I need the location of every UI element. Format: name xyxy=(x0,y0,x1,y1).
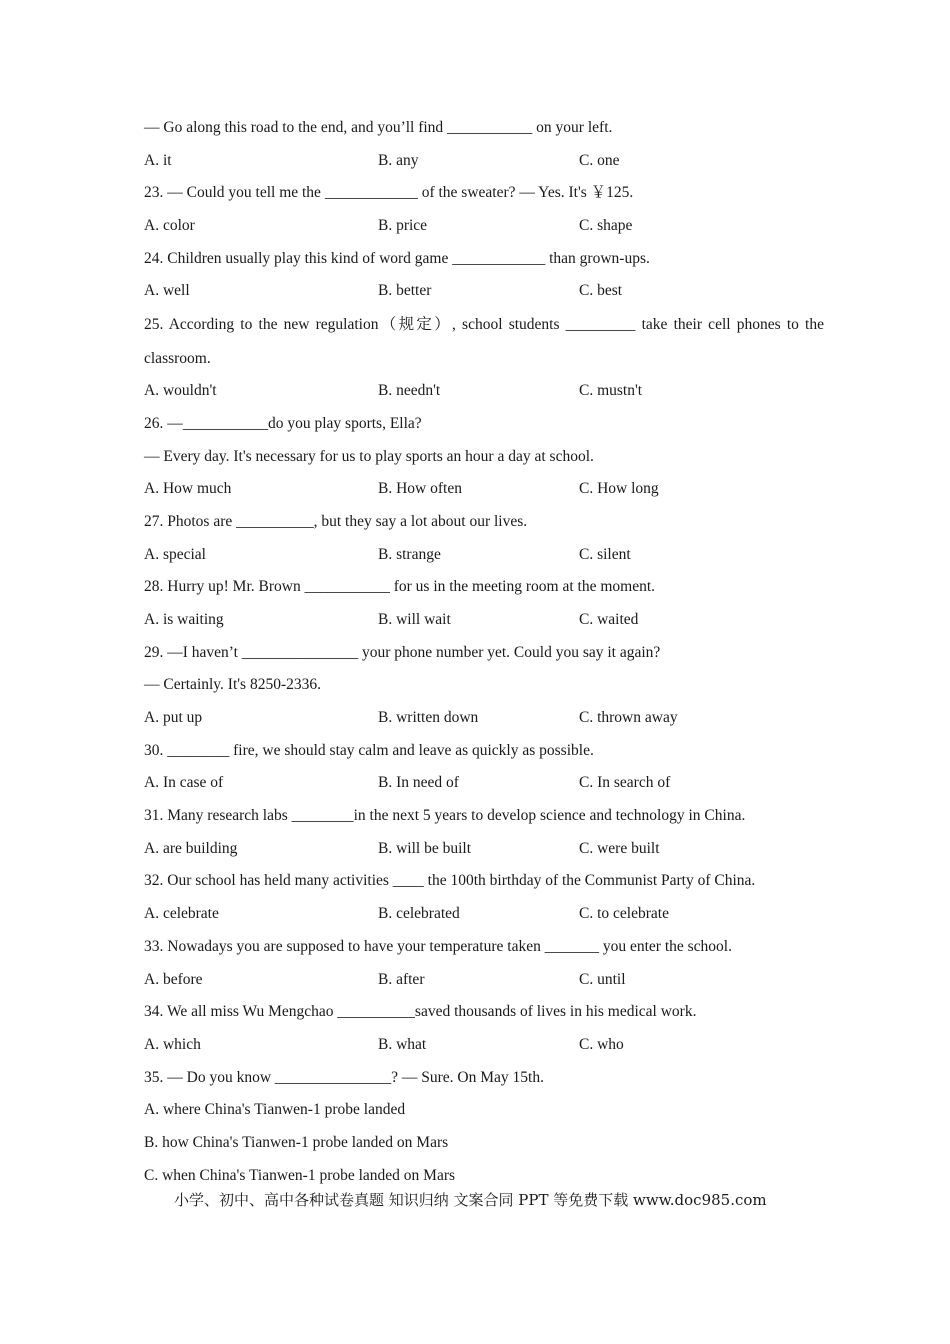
answer-options xyxy=(144,767,824,800)
answer-option-a: A. it xyxy=(144,151,172,169)
question-block xyxy=(144,571,824,636)
answer-option-b: B. will be built xyxy=(378,839,471,857)
answer-option-c: C. In search of xyxy=(579,774,671,792)
question-stem: 28. Hurry up! Mr. Brown ___________ for us in the meeting room at the moment. xyxy=(144,578,656,596)
question-block xyxy=(144,243,824,308)
question-block xyxy=(144,177,824,242)
answer-option-a: A. put up xyxy=(144,709,203,726)
answer-option-c: C. mustn't xyxy=(579,382,643,400)
answer-options xyxy=(144,604,824,637)
answer-option-b: B. needn't xyxy=(378,382,441,400)
answer-option-c: C. who xyxy=(579,1035,624,1053)
answer-option-b: B. strange xyxy=(378,545,441,563)
answer-options xyxy=(144,702,824,735)
answer-option-b: B. written down xyxy=(378,709,479,726)
answer-option-b: B. How often xyxy=(378,480,462,498)
question-stem: 24. Children usually play this kind of word game ____________ than grown-ups. xyxy=(144,249,650,267)
question-stem: 32. Our school has held many activities ____ the 100th birthday of the Communist Party of China. xyxy=(144,872,756,890)
question-stem: 31. Many research labs ________in the next 5 years to develop science and technology in China. xyxy=(144,807,746,825)
answer-options xyxy=(144,473,824,506)
page-footer: 小学、初中、高中各种试卷真题 知识归纳 文案合同 PPT 等免费下载 www.doc985.com xyxy=(174,1191,767,1209)
answer-option-c: C. when China's Tianwen-1 probe landed on Mars xyxy=(144,1166,456,1184)
answer-options xyxy=(144,275,824,308)
answer-option-a: A. are building xyxy=(144,839,238,857)
answer-option-b: B. any xyxy=(378,151,419,169)
question-dialogue-line: — Certainly. It's 8250-2336. xyxy=(144,676,322,694)
answer-option-a: A. before xyxy=(144,970,203,988)
answer-options xyxy=(144,145,824,178)
answer-option-a: A. which xyxy=(144,1035,201,1053)
answer-option-a: A. well xyxy=(144,282,190,300)
answer-option-b: B. celebrated xyxy=(378,905,460,923)
question-block xyxy=(144,112,824,177)
question-list xyxy=(144,112,824,1192)
question-block xyxy=(144,865,824,930)
answer-option-b: B. price xyxy=(378,217,428,235)
answer-option-c: C. thrown away xyxy=(579,709,678,726)
answer-options xyxy=(144,964,824,997)
answer-option-b: B. how China's Tianwen-1 probe landed on Mars xyxy=(144,1133,449,1151)
answer-option-c: C. until xyxy=(579,970,626,988)
question-block xyxy=(144,996,824,1061)
answer-option-b: B. will wait xyxy=(378,610,451,628)
answer-option-a: A. In case of xyxy=(144,774,224,792)
answer-option-a: A. How much xyxy=(144,480,232,498)
answer-option-a: A. color xyxy=(144,217,195,235)
answer-option-c: C. waited xyxy=(579,610,639,628)
answer-option-a: A. special xyxy=(144,545,206,563)
answer-option-c: C. to celebrate xyxy=(579,905,669,923)
answer-options xyxy=(144,375,824,408)
answer-option-c: C. one xyxy=(579,151,620,169)
question-stem: 25. According to the new regulation（规定）, school students _________ take their cell phones to the classroom. xyxy=(144,316,824,367)
answer-option-a: A. where China's Tianwen-1 probe landed xyxy=(144,1101,406,1119)
question-block xyxy=(144,308,824,408)
question-block xyxy=(144,637,824,735)
question-stem: 26. —___________do you play sports, Ella? xyxy=(144,414,422,432)
question-stem: 23. — Could you tell me the ____________ of the sweater? — Yes. It's ￥125. xyxy=(144,184,634,202)
answer-option-c: C. silent xyxy=(579,545,631,563)
question-block xyxy=(144,800,824,865)
answer-option-a: A. is waiting xyxy=(144,610,224,628)
question-stem: 35. — Do you know _______________? — Sure. On May 15th. xyxy=(144,1068,544,1086)
answer-option-c: C. shape xyxy=(579,217,633,235)
answer-option-c: C. were built xyxy=(579,839,660,857)
question-stem: — Go along this road to the end, and you’ll find ___________ on your left. xyxy=(144,119,613,136)
question-block xyxy=(144,408,824,506)
question-stem: 34. We all miss Wu Mengchao __________saved thousands of lives in his medical work. xyxy=(144,1003,697,1021)
question-block xyxy=(144,1062,824,1193)
answer-option-b: B. In need of xyxy=(378,774,459,792)
answer-options xyxy=(144,833,824,866)
answer-option-c: C. How long xyxy=(579,480,659,498)
answer-option-c: C. best xyxy=(579,282,623,300)
answer-option-b: B. after xyxy=(378,970,425,988)
answer-option-b: B. better xyxy=(378,282,432,300)
question-stem: 30. ________ fire, we should stay calm and leave as quickly as possible. xyxy=(144,741,594,759)
question-block xyxy=(144,931,824,996)
answer-options xyxy=(144,1029,824,1062)
question-stem: 27. Photos are __________, but they say a lot about our lives. xyxy=(144,512,528,530)
answer-options xyxy=(144,210,824,243)
answer-option-a: A. celebrate xyxy=(144,905,219,923)
answer-options xyxy=(144,539,824,572)
answer-option-a: A. wouldn't xyxy=(144,382,217,400)
answer-option-b: B. what xyxy=(378,1035,427,1053)
question-dialogue-line: — Every day. It's necessary for us to play sports an hour a day at school. xyxy=(144,447,594,465)
question-stem: 29. —I haven’t _______________ your phone number yet. Could you say it again? xyxy=(144,643,661,661)
question-block xyxy=(144,506,824,571)
question-stem: 33. Nowadays you are supposed to have your temperature taken _______ you enter the school. xyxy=(144,937,732,955)
question-block xyxy=(144,735,824,800)
answer-options xyxy=(144,898,824,931)
